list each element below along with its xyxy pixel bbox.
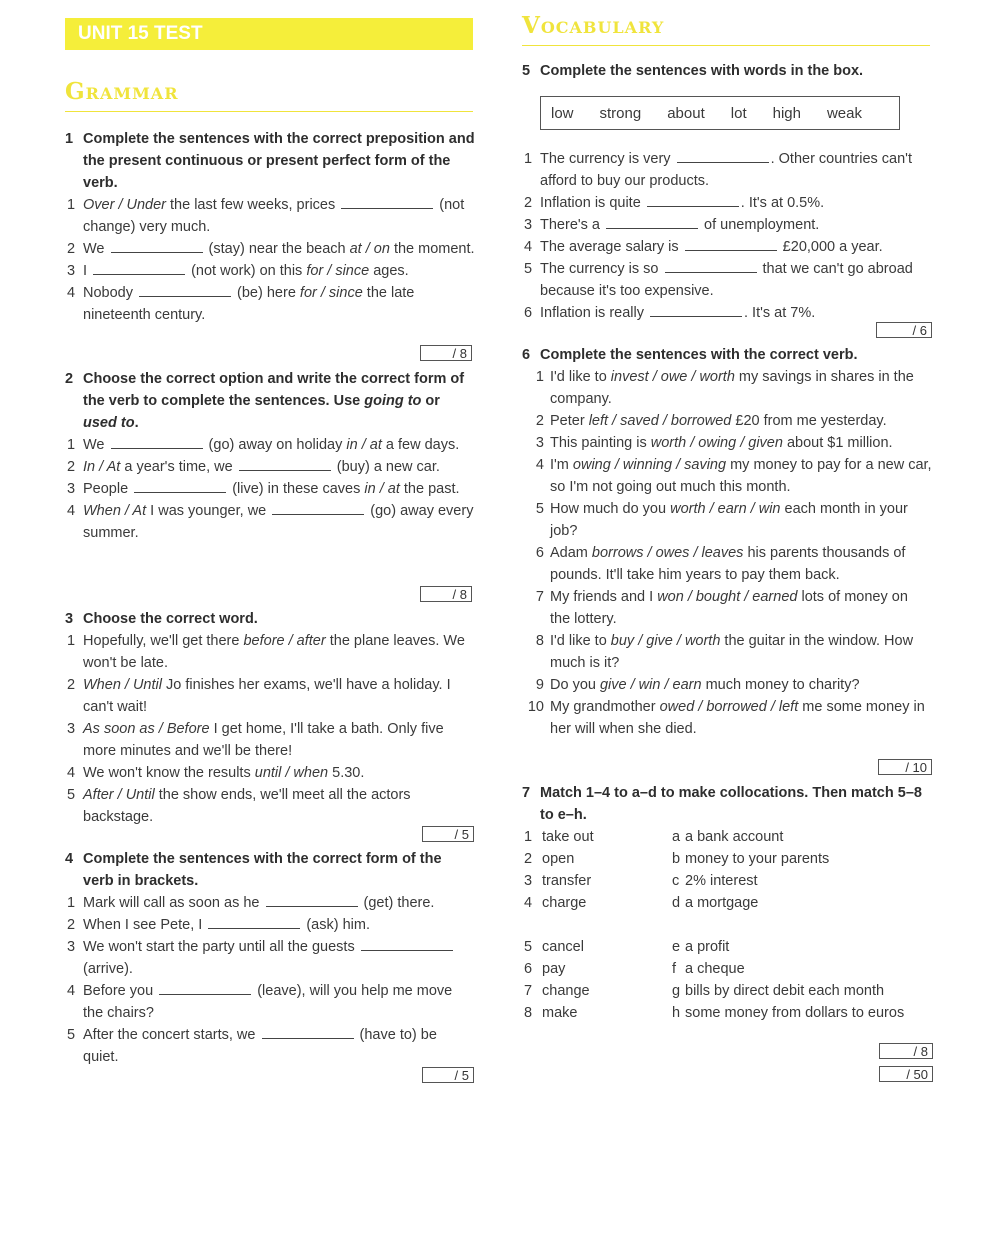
- task-4-item-5: 5 After the concert starts, we (have to) be quiet.: [67, 1027, 437, 1065]
- word-box-item: low: [551, 104, 574, 122]
- task-7-score: / 8: [879, 1043, 933, 1059]
- unit-title-bar: UNIT 15 TEST: [65, 18, 473, 50]
- task-3-score: / 5: [422, 826, 474, 842]
- match-row: 6 pay f a cheque: [524, 961, 745, 977]
- answer-blank[interactable]: [650, 303, 742, 317]
- task-3: [65, 608, 475, 828]
- task-5-items: [522, 148, 932, 324]
- answer-blank[interactable]: [677, 149, 769, 163]
- task-2: [65, 368, 475, 544]
- task-6-item-5: 5 How much do you worth / earn / win each month in your job?: [535, 501, 908, 539]
- task-2-item-2: 2 In / At a year's time, we (buy) a new car.: [67, 459, 440, 475]
- task-6-item-7: 7 My friends and I won / bought / earned lots of money on the lottery.: [535, 589, 908, 627]
- match-row: 1 take out a a bank account: [524, 829, 784, 845]
- task-4-instruction: 4 Complete the sentences with the correct form of the verb in brackets.: [65, 851, 442, 889]
- answer-blank[interactable]: [111, 239, 203, 253]
- task-2-score: / 8: [420, 586, 472, 602]
- task-2-item-3: 3 People (live) in these caves in / at the past.: [67, 481, 460, 497]
- task-6-item-2: 2 Peter left / saved / borrowed £20 from me yesterday.: [535, 413, 887, 429]
- task-2-item-4: 4 When / At I was younger, we (go) away every summer.: [67, 503, 474, 541]
- task-1-item-3: 3 I (not work) on this for / since ages.: [67, 263, 409, 279]
- task-4-item-3: 3 We won't start the party until all the guests (arrive).: [65, 936, 475, 980]
- task-5-item-1: 1 The currency is very . Other countries can't afford to buy our products.: [524, 151, 912, 189]
- answer-blank[interactable]: [665, 259, 757, 273]
- answer-blank[interactable]: [159, 981, 251, 995]
- answer-blank[interactable]: [341, 195, 433, 209]
- answer-blank[interactable]: [239, 457, 331, 471]
- task-6: [522, 344, 932, 740]
- task-1-item-1: 1 Over / Under the last few weeks, prices (not change) very much.: [67, 197, 465, 235]
- answer-blank[interactable]: [208, 915, 300, 929]
- word-box: [540, 96, 900, 130]
- task-6-item-3: 3 This painting is worth / owing / given about $1 million.: [535, 435, 893, 451]
- word-box-item: strong: [599, 104, 642, 122]
- task-7-instruction: 7 Match 1–4 to a–d to make collocations. Then match 5–8 to e–h.: [522, 785, 922, 823]
- word-box-item: about: [667, 104, 705, 122]
- task-6-item-8: 8 I'd like to buy / give / worth the guitar in the window. How much is it?: [535, 633, 914, 671]
- task-5-item-6: 6 Inflation is really . It's at 7%.: [524, 305, 816, 321]
- task-5-item-2: 2 Inflation is quite . It's at 0.5%.: [524, 195, 825, 211]
- answer-blank[interactable]: [272, 501, 364, 515]
- word-box-item: weak: [826, 104, 862, 122]
- task-6-item-6: 6 Adam borrows / owes / leaves his parents thousands of pounds. It'll take him years to pay them back.: [535, 545, 906, 583]
- task-6-instruction: 6 Complete the sentences with the correct verb.: [522, 347, 858, 363]
- task-2-item-1: 1 We (go) away on holiday in / at a few days.: [67, 437, 460, 453]
- task-5-item-4: 4 The average salary is £20,000 a year.: [524, 239, 883, 255]
- task-3-item-3: 3 As soon as / Before I get home, I'll take a bath. Only five more minutes and we'll be there!: [67, 721, 444, 759]
- task-6-item-4: 4 I'm owing / winning / saving my money to pay for a new car, so I'm not going out much this month.: [535, 457, 932, 495]
- task-1-item-2: 2 We (stay) near the beach at / on the moment.: [67, 241, 475, 257]
- word-box-item: high: [772, 104, 801, 122]
- task-1: [65, 128, 475, 326]
- grammar-heading: Grammar: [65, 78, 473, 112]
- total-score: / 50: [879, 1066, 933, 1082]
- task-5-score: / 6: [876, 322, 932, 338]
- answer-blank[interactable]: [685, 237, 777, 251]
- task-4-score: / 5: [422, 1067, 474, 1083]
- match-row: 3 transfer c 2% interest: [524, 873, 758, 889]
- task-3-item-5: 5 After / Until the show ends, we'll meet all the actors backstage.: [67, 787, 411, 825]
- match-row: 8 make h some money from dollars to euros: [524, 1005, 905, 1021]
- answer-blank[interactable]: [93, 261, 185, 275]
- task-6-item-9: 9 Do you give / win / earn much money to charity?: [535, 677, 860, 693]
- match-row: 4 charge d a mortgage: [524, 895, 759, 911]
- task-3-item-4: 4 We won't know the results until / when 5.30.: [67, 765, 365, 781]
- answer-blank[interactable]: [647, 193, 739, 207]
- task-1-instruction: 1 Complete the sentences with the correct preposition and the present continuous or present perfect form of the verb.: [65, 131, 475, 191]
- answer-blank[interactable]: [134, 479, 226, 493]
- task-5-item-3: 3 There's a of unemployment.: [524, 217, 820, 233]
- task-6-item-1: 1 I'd like to invest / owe / worth my savings in shares in the company.: [535, 369, 914, 407]
- match-row: 7 change g bills by direct debit each month: [524, 983, 885, 999]
- task-5-instruction: 5 Complete the sentences with words in the box.: [522, 63, 864, 79]
- task-4-item-4: 4 Before you (leave), will you help me move the chairs?: [67, 983, 453, 1021]
- task-7: [522, 782, 932, 826]
- match-row: 2 open b money to your parents: [524, 851, 830, 867]
- match-row: 5 cancel e a profit: [524, 939, 730, 955]
- task-2-instruction: 2 Choose the correct option and write the correct form of the verb to complete the sentences. Use going to or used to.: [65, 371, 465, 431]
- task-4-item-2: 2 When I see Pete, I (ask) him.: [67, 917, 370, 933]
- task-3-item-2: 2 When / Until Jo finishes her exams, we'll have a holiday. I can't wait!: [67, 677, 451, 715]
- task-4: [65, 848, 475, 1068]
- match-list-b: [522, 936, 942, 1024]
- task-1-item-4: 4 Nobody (be) here for / since the late nineteenth century.: [67, 285, 415, 323]
- task-3-item-1: 1 Hopefully, we'll get there before / after the plane leaves. We won't be late.: [67, 633, 465, 671]
- answer-blank[interactable]: [606, 215, 698, 229]
- task-5: [522, 60, 932, 82]
- task-5-item-5: 5 The currency is so that we can't go abroad because it's too expensive.: [524, 261, 913, 299]
- answer-blank[interactable]: [266, 893, 358, 907]
- task-6-item-10: 10 My grandmother owed / borrowed / left me some money in her will when she died.: [527, 699, 925, 737]
- answer-blank[interactable]: [111, 435, 203, 449]
- answer-blank[interactable]: [262, 1025, 354, 1039]
- task-3-instruction: 3 Choose the correct word.: [65, 611, 258, 627]
- task-6-score: / 10: [878, 759, 932, 775]
- task-4-item-1: 1 Mark will call as soon as he (get) there.: [67, 895, 435, 911]
- task-1-score: / 8: [420, 345, 472, 361]
- vocabulary-heading: Vocabulary: [522, 12, 930, 46]
- answer-blank[interactable]: [361, 937, 453, 951]
- answer-blank[interactable]: [139, 283, 231, 297]
- word-box-item: lot: [730, 104, 747, 122]
- match-list-a: [522, 826, 942, 914]
